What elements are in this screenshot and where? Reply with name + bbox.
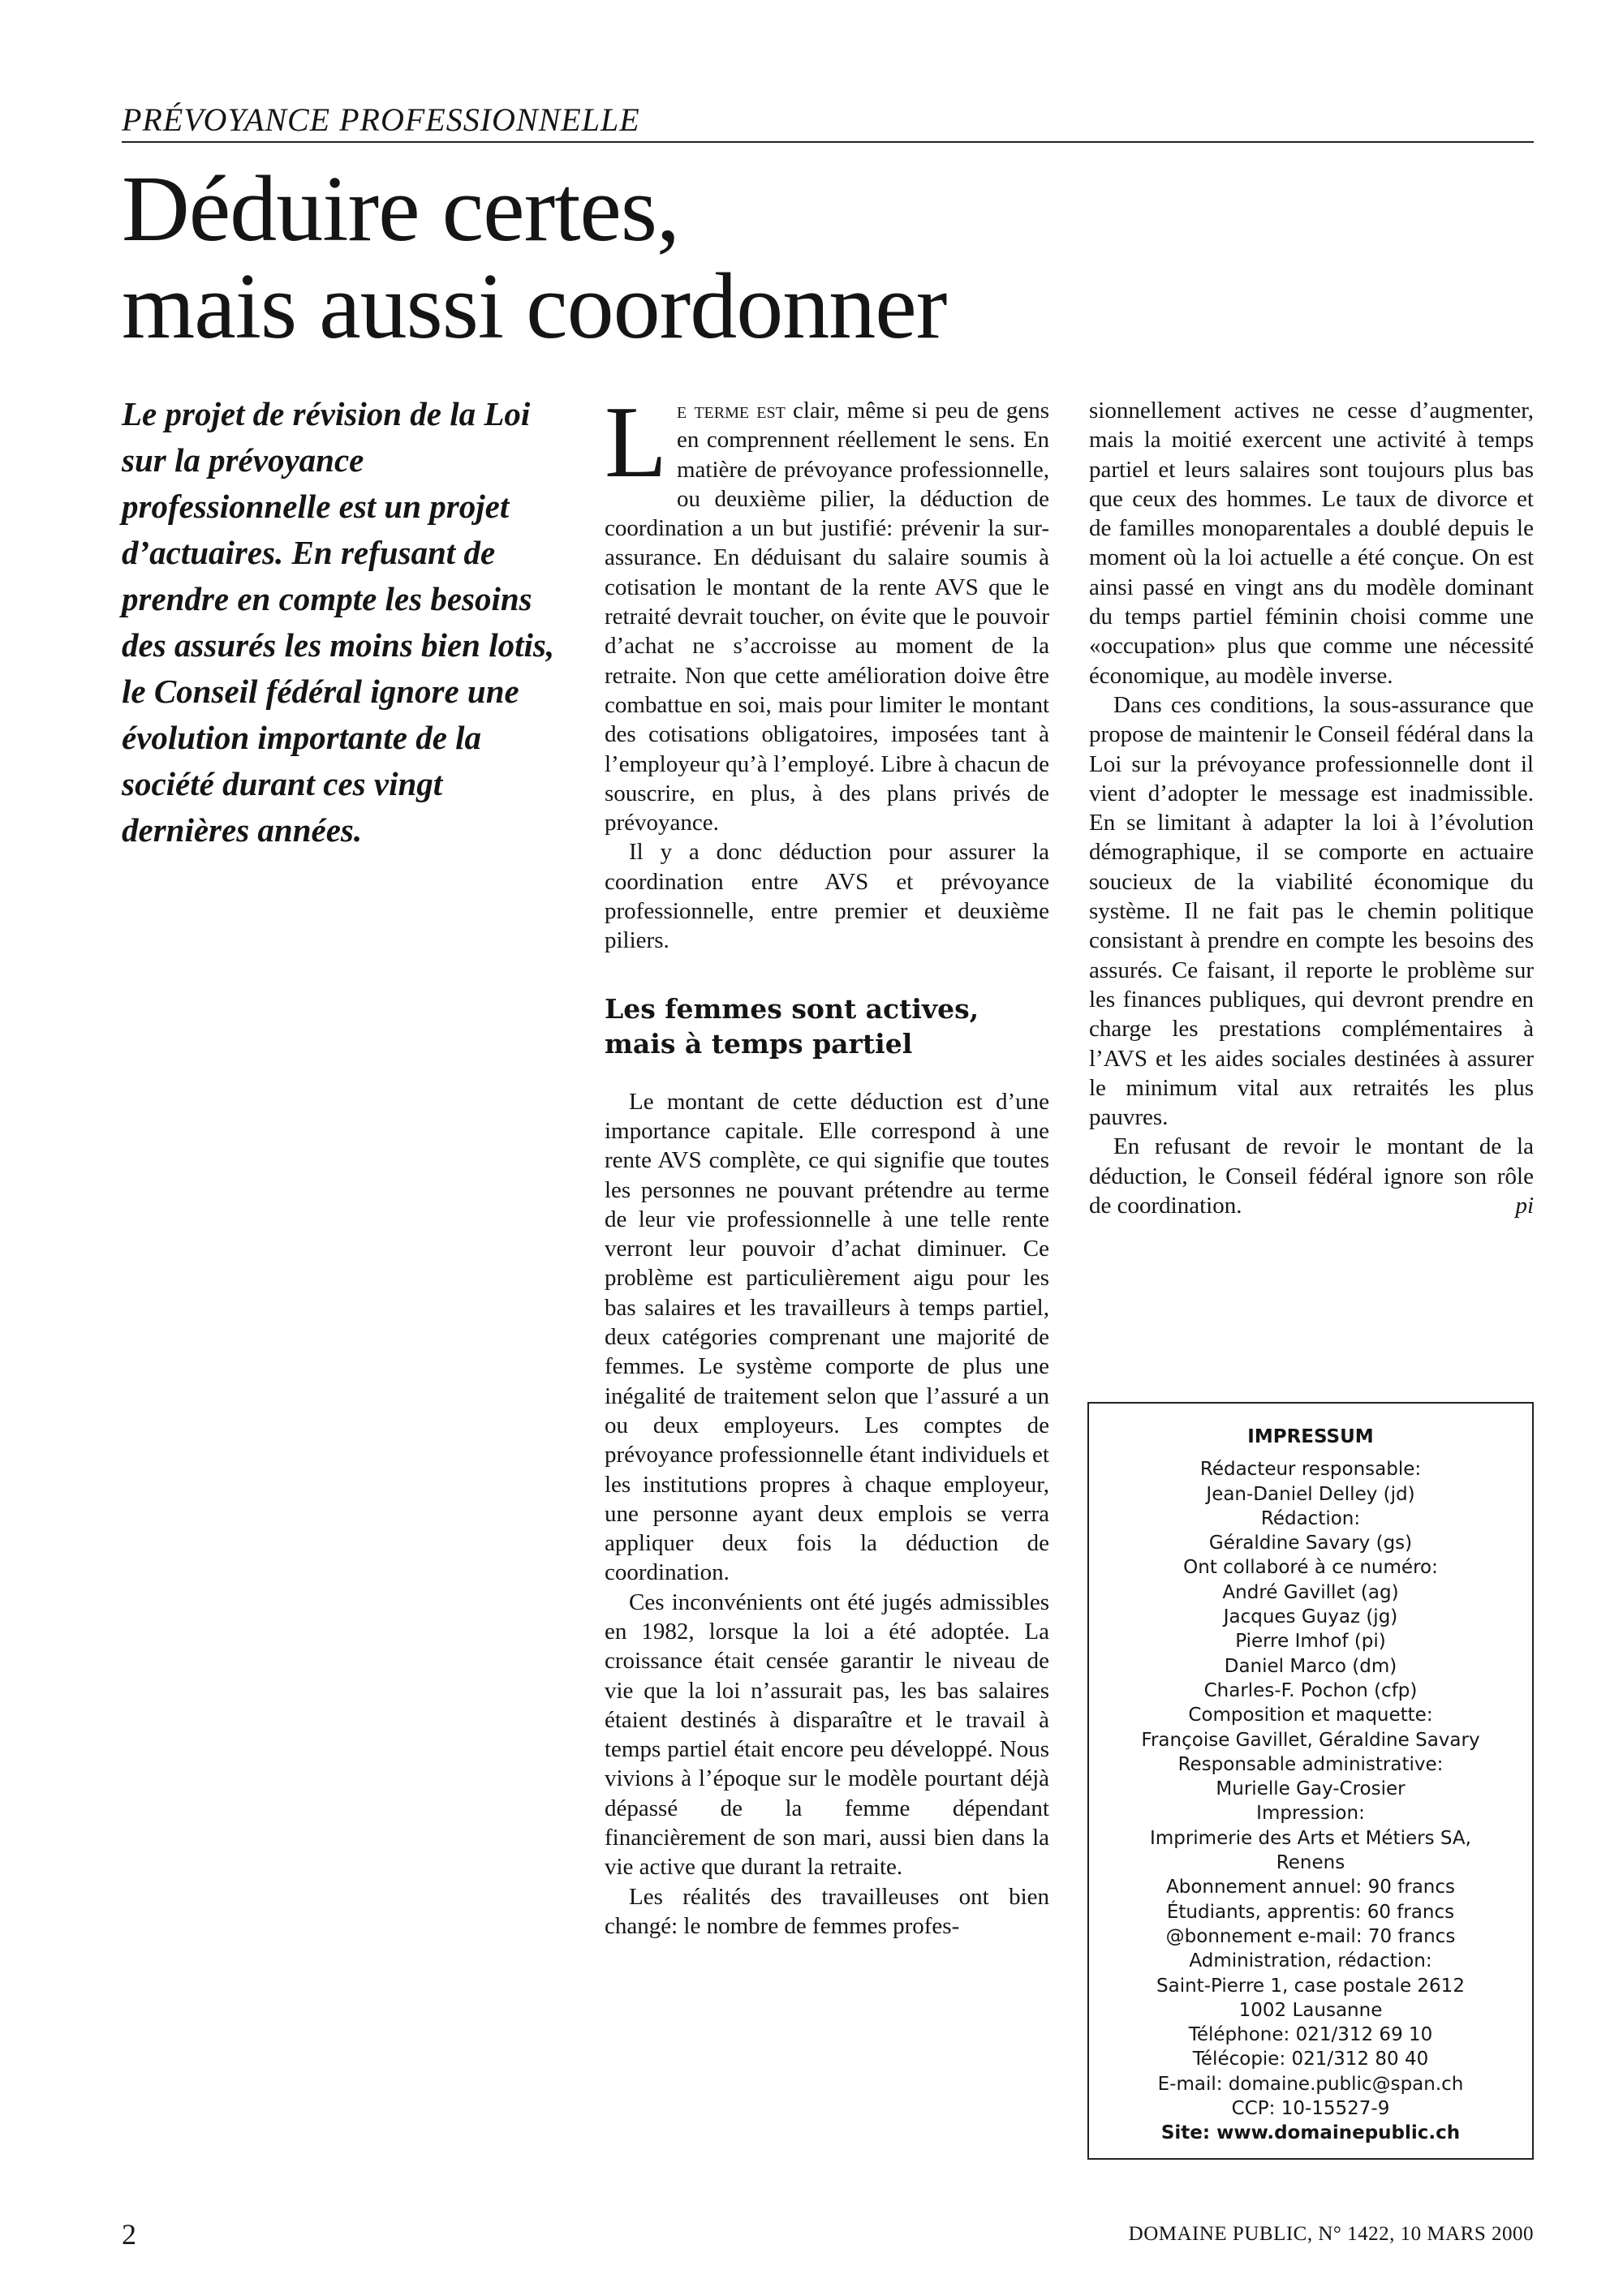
impressum-line: @bonnement e-mail: 70 francs [1165, 1925, 1456, 1947]
page-title [122, 157, 1501, 359]
impressum-line: Jean-Daniel Delley (jd) [1206, 1483, 1415, 1505]
author-signature: pi [1515, 1193, 1534, 1219]
paragraph-3: Le montant de cette déduction est d’une importance capitale. Elle correspond à une rente AVS complète, ce qui signifie que toutes les personnes ne pouvant prétendre au terme de leur vie professionnelle à une telle rente verront leur pouvoir d’achat diminuer. Ce problème est particulièrement aigu pour les bas salaires et les travailleurs à temps partiel, deux catégories comprenant une majorité de femmes. Le système comporte de plus une inégalité de traitement selon que l’assuré a un ou deux employeurs. Les comptes de prévoyance professionnelle étant individuels et les institutions propres à chaque employeur, une personne ayant deux emplois se verra appliquer deux fois la déduction de coordination. [605, 1088, 1049, 1586]
impressum-line: Saint-Pierre 1, case postale 2612 [1156, 1975, 1465, 1997]
impressum-line: Composition et maquette: [1188, 1705, 1433, 1726]
impressum-line: Pierre Imhof (pi) [1235, 1631, 1386, 1653]
paragraph-7-text: En refusant de revoir le montant de la déduction, le Conseil fédéral ignore son rôle de coordination. [1089, 1133, 1534, 1219]
impressum-title: IMPRESSUM [1247, 1426, 1374, 1447]
lead-paragraph: Le projet de révision de la Loi sur la prévoyance professionnelle est un projet d’actuaires. En refusant de prendre en compte les besoins des assurés les moins bien lotis, le Conseil fédéral ignore une évolution importante de la société durant ces vingt dernières années. [122, 395, 555, 849]
subheading [605, 991, 1049, 1061]
impressum-line: Impression: [1256, 1803, 1365, 1825]
impressum-line: Téléphone: 021/312 69 10 [1188, 2024, 1433, 2046]
impressum-line: Rédacteur responsable: [1199, 1459, 1422, 1481]
opening-words: e terme est [676, 398, 786, 424]
paragraph-1 [605, 386, 1049, 837]
title-line-1: Déduire certes, [122, 157, 680, 261]
impressum-line: Géraldine Savary (gs) [1208, 1533, 1413, 1554]
impressum-line: E-mail: domaine.public@span.ch [1157, 2073, 1464, 2095]
impressum-line: Responsable administrative: [1177, 1753, 1444, 1775]
impressum-line: Daniel Marco (dm) [1224, 1655, 1397, 1677]
impressum-line: Administration, rédaction: [1189, 1950, 1432, 1972]
impressum-line: Télécopie: 021/312 80 40 [1192, 2049, 1429, 2070]
impressum-line: Étudiants, apprentis: 60 francs [1166, 1901, 1455, 1923]
impressum-line: Jacques Guyaz (jg) [1223, 1606, 1398, 1628]
paragraph-4: Ces inconvénients ont été jugés admissibles en 1982, lorsque la loi a été adoptée. La croissance était censée garantir le niveau de vie que la loi n’assurait pas, les bas salaires étaient destinés à disparaître et le travail à temps partiel était encore peu développé. Nous vivions à l’époque sur le modèle pourtant déjà dépassé de la femme dépendant financièrement de son mari, aussi bien dans la vie active que durant la retraite. [605, 1589, 1049, 1881]
publication-info: DOMAINE PUBLIC, N° 1422, 10 MARS 2000 [1128, 2223, 1534, 2245]
paragraph-5: Les réalités des travailleuses ont bien changé: le nombre de femmes profes- [605, 1883, 1049, 1939]
impressum-line: André Gavillet (ag) [1222, 1581, 1399, 1603]
impressum-line: 1002 Lausanne [1238, 1999, 1383, 2021]
impressum-line: Imprimerie des Arts et Métiers SA, [1150, 1827, 1471, 1849]
impressum-line: Abonnement annuel: 90 francs [1165, 1877, 1456, 1898]
paragraph-1-text: clair, même si peu de gens en comprennent réellement le sens. En matière de prévoyance professionnelle, ou deuxième pilier, la déduction de coordination a un but justifié: prévenir la sur-assurance. En déduisant du salaire soumis à cotisation le montant de la rente AVS que le retraité devrait toucher, on évite que le pouvoir d’achat ne s’accroisse au moment de la retraite. Non que cette amélioration doive être combattue en soi, mais pour limiter le montant des cotisations obligatoires, imposées tant à l’employeur qu’à l’employé. Libre à chacun de souscrire, en plus, à des plans privés de prévoyance. [605, 398, 1049, 836]
impressum-line: Ont collaboré à ce numéro: [1183, 1557, 1438, 1579]
page-number: 2 [122, 2218, 136, 2251]
impressum-line: Françoise Gavillet, Géraldine Savary [1141, 1729, 1480, 1751]
section-rubric: PRÉVOYANCE PROFESSIONNELLE [122, 101, 1534, 143]
impressum-line: Murielle Gay-Crosier [1216, 1778, 1406, 1800]
impressum-line: CCP: 10-15527-9 [1231, 2098, 1390, 2120]
subheading-line-2: mais à temps partiel [605, 1027, 913, 1060]
title-line-2: mais aussi coordonner [122, 255, 947, 359]
paragraph-2: Il y a donc déduction pour assurer la coordination entre AVS et prévoyance professionnelle, entre premier et deuxième piliers. [605, 839, 1049, 954]
website-link[interactable]: Site: www.domainepublic.ch [1160, 2122, 1461, 2144]
paragraph-5-continued: sionnellement actives ne cesse d’augmenter, mais la moitié exercent une activité à temps partiel et leurs salaires sont toujours plus bas que ceux des hommes. Le taux de divorce et de familles monoparentales a doublé depuis le moment où la loi actuelle a été conçue. On est ainsi passé en vingt ans du modèle dominant du temps partiel féminin choisi comme une «occupation» plus que comme une nécessité économique, au modèle inverse. [1089, 398, 1534, 689]
impressum-box [1087, 1402, 1534, 2160]
impressum-line: Charles-F. Pochon (cfp) [1203, 1679, 1418, 1701]
drop-cap: L [605, 386, 667, 499]
article-column-3 [1089, 396, 1534, 1220]
paragraph-6: Dans ces conditions, la sous-assurance que propose de maintenir le Conseil fédéral dans la Loi sur la prévoyance professionnelle dont il vient d’adopter le message est inadmissible. En se limitant à adapter la loi à l’évolution démographique, il se comporte en actuaire soucieux de la viabilité économique du système. Il ne fait pas le chemin politique consistant à prendre en compte les besoins des assurés. Ce faisant, il reporte le problème sur les finances publiques, qui devront prendre en charge les prestations complémentaires à l’AVS et les aides sociales destinées à assurer le minimum vital aux retraités les plus pauvres. [1089, 691, 1534, 1131]
paragraph-7 [1089, 1132, 1534, 1220]
subheading-line-1: Les femmes sont actives, [605, 992, 979, 1025]
impressum-line: Renens [1276, 1852, 1345, 1874]
article-column-2 [605, 386, 1049, 1941]
impressum-line: Rédaction: [1260, 1507, 1361, 1529]
